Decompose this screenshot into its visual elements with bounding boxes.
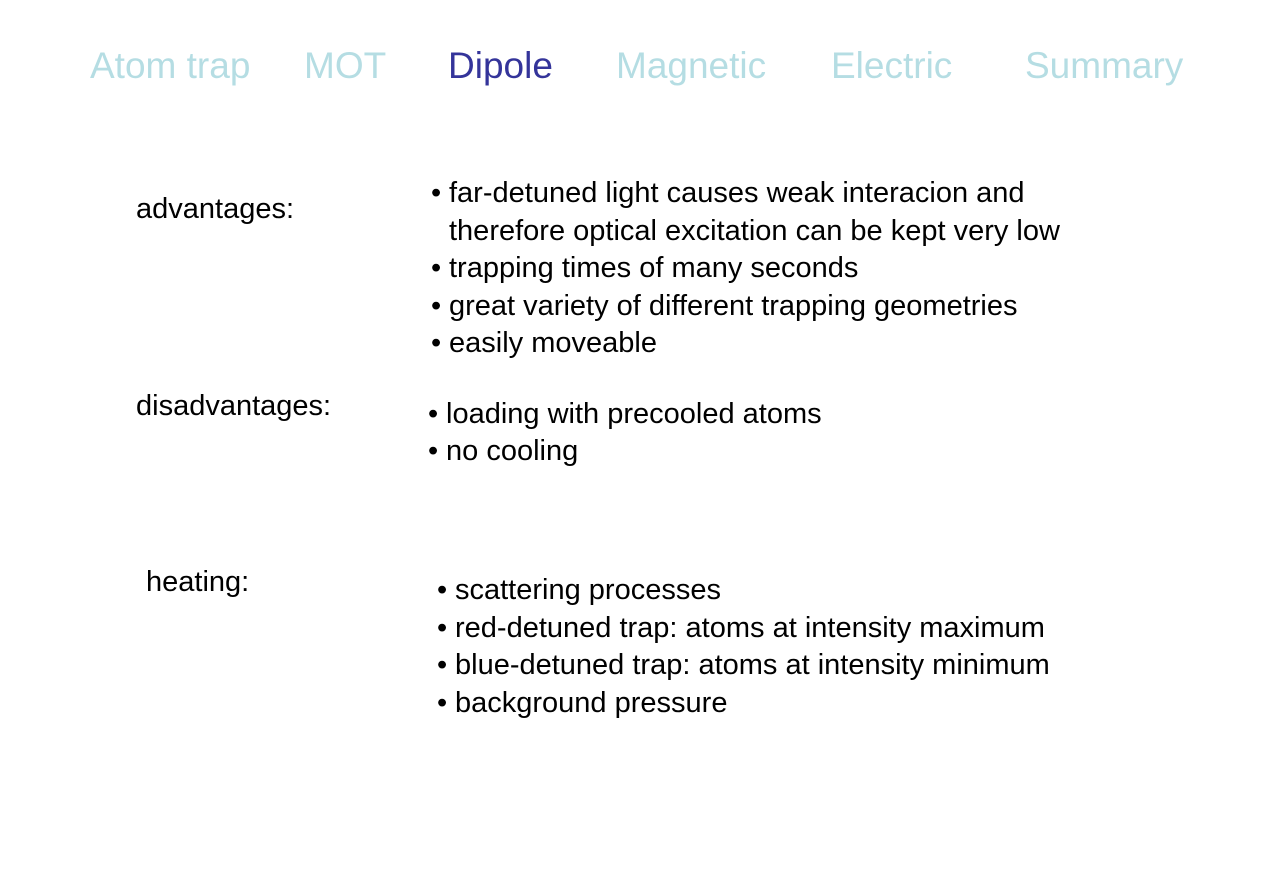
list-item [431, 250, 1060, 288]
bullet-icon: • [428, 398, 439, 430]
disadvantages-list [428, 396, 822, 470]
heating-label: heating: [146, 566, 250, 598]
list-item-text: background pressure [455, 686, 728, 719]
advantages-label: advantages: [136, 193, 295, 225]
disadvantages-label: disadvantages: [136, 390, 332, 422]
nav-tab-dipole[interactable]: Dipole [448, 45, 553, 86]
list-item-text: easily moveable [449, 327, 657, 359]
list-item-text: blue-detuned trap: atoms at intensity minimum [455, 649, 1050, 681]
list-item-text: scattering processes [455, 574, 721, 606]
heating-list [437, 572, 1050, 722]
bullet-icon: • [428, 435, 439, 467]
nav-tab-magnetic[interactable]: Magnetic [616, 45, 767, 86]
list-item [431, 325, 1060, 363]
list-item [437, 647, 1050, 685]
section-nav [0, 44, 1276, 88]
bullet-icon: • [437, 574, 448, 606]
list-item-text: trapping times of many seconds [449, 252, 859, 284]
nav-tab-atom-trap[interactable]: Atom trap [90, 45, 251, 86]
bullet-icon: • [437, 611, 448, 644]
bullet-icon: • [431, 289, 442, 322]
advantages-list [431, 175, 1060, 363]
list-item [437, 610, 1050, 648]
list-item-text: no cooling [446, 435, 579, 467]
bullet-icon: • [437, 686, 448, 719]
list-item [428, 396, 822, 433]
list-item-text: red-detuned trap: atoms at intensity maximum [455, 611, 1045, 644]
list-item [437, 572, 1050, 610]
list-item [431, 288, 1060, 326]
bullet-icon: • [437, 649, 448, 681]
list-item-text: loading with precooled atoms [446, 398, 822, 430]
list-item [437, 685, 1050, 723]
list-item [431, 175, 1060, 250]
nav-tab-electric[interactable]: Electric [831, 45, 953, 86]
list-item [428, 433, 822, 470]
bullet-icon: • [431, 177, 442, 209]
bullet-icon: • [431, 327, 442, 359]
list-item-text: great variety of different trapping geometries [449, 289, 1018, 322]
bullet-icon: • [431, 252, 442, 284]
nav-tab-summary[interactable]: Summary [1025, 45, 1184, 86]
list-item-text-continued: therefore optical excitation can be kept very low [449, 214, 1060, 247]
nav-tab-mot[interactable]: MOT [304, 45, 387, 86]
list-item-text: far-detuned light causes weak interacion and [449, 177, 1025, 209]
